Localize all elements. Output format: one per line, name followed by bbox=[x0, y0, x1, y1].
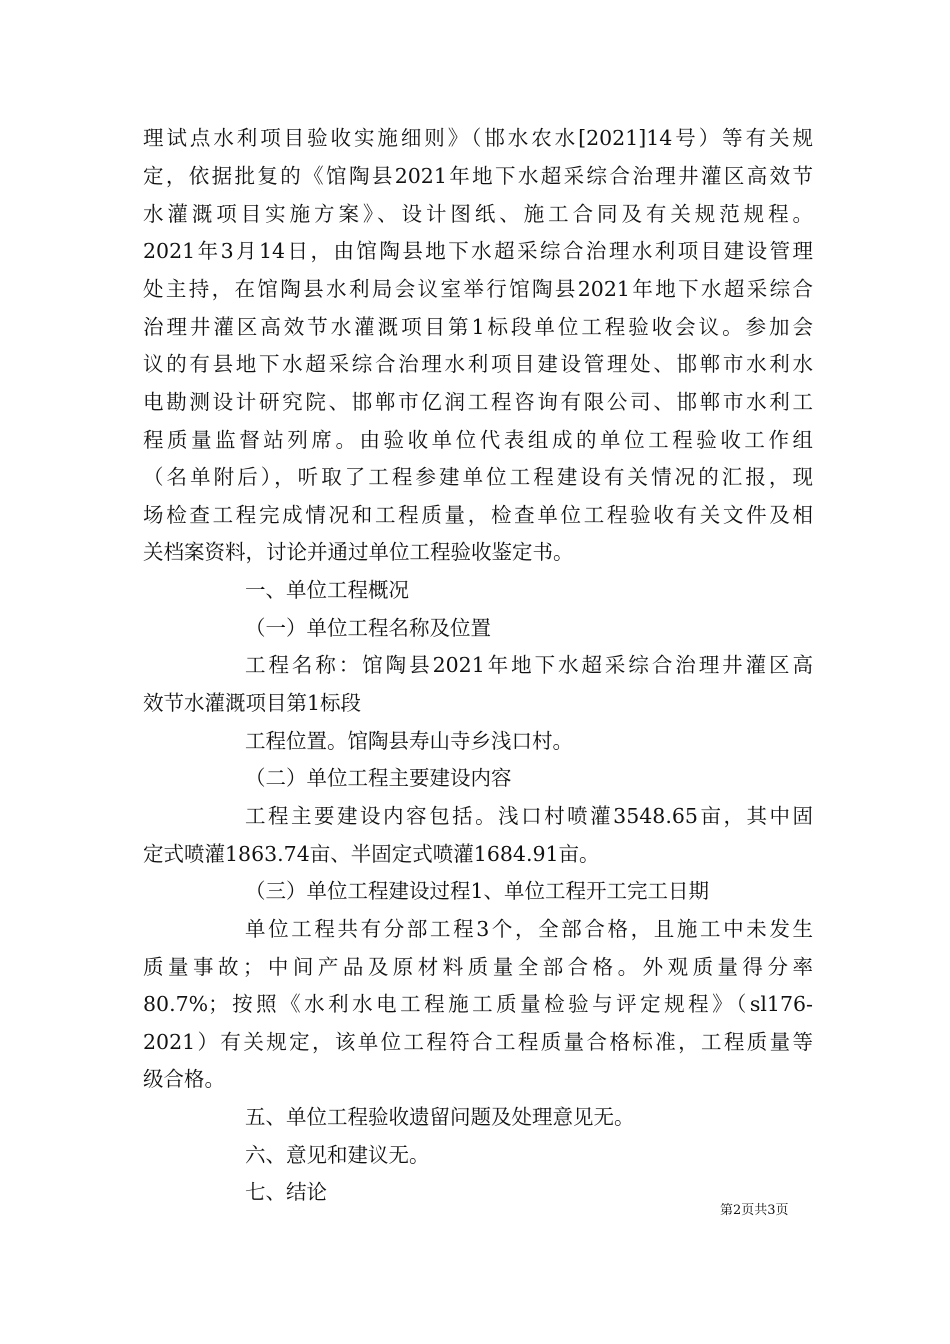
text-line: 议的有县地下水超采综合治理水利项目建设管理处、邯郸市水利水 bbox=[143, 352, 813, 376]
text-line: （名单附后），听取了工程参建单位工程建设有关情况的汇报，现 bbox=[143, 465, 813, 489]
text-line: 80.7%；按照《水利水电工程施工质量检验与评定规程》（sl176- bbox=[143, 992, 813, 1016]
section-heading: 六、意见和建议无。 bbox=[245, 1143, 430, 1167]
text-line: 关档案资料，讨论并通过单位工程验收鉴定书。 bbox=[143, 540, 574, 564]
text-line: 效节水灌溉项目第1标段 bbox=[143, 691, 362, 715]
text-line: 工程位置。馆陶县寿山寺乡浅口村。 bbox=[245, 729, 573, 753]
text-line: 质量事故；中间产品及原材料质量全部合格。外观质量得分率 bbox=[143, 955, 813, 979]
section-heading: 七、结论 bbox=[245, 1180, 327, 1204]
subsection-heading: （一）单位工程名称及位置 bbox=[245, 616, 491, 640]
text-line: 场检查工程完成情况和工程质量，检查单位工程验收有关文件及相 bbox=[143, 503, 813, 527]
subsection-heading: （二）单位工程主要建设内容 bbox=[245, 766, 512, 790]
text-line: 理试点水利项目验收实施细则》（邯水农水[2021]14号）等有关规 bbox=[143, 126, 813, 150]
text-line: 程质量监督站列席。由验收单位代表组成的单位工程验收工作组 bbox=[143, 428, 813, 452]
section-heading: 一、单位工程概况 bbox=[245, 578, 409, 602]
section-heading: 五、单位工程验收遗留问题及处理意见无。 bbox=[245, 1105, 635, 1129]
page-number: 第2页共3页 bbox=[720, 1203, 789, 1218]
text-line: 定式喷灌1863.74亩、半固定式喷灌1684.91亩。 bbox=[143, 842, 600, 866]
text-line: 处主持，在馆陶县水利局会议室举行馆陶县2021年地下水超采综合 bbox=[143, 277, 813, 301]
text-line: 2021年3月14日，由馆陶县地下水超采综合治理水利项目建设管理 bbox=[143, 239, 813, 263]
text-line: 2021）有关规定，该单位工程符合工程质量合格标准，工程质量等 bbox=[143, 1030, 813, 1054]
text-line: 级合格。 bbox=[143, 1067, 225, 1091]
text-line: 定，依据批复的《馆陶县2021年地下水超采综合治理井灌区高效节 bbox=[143, 164, 813, 188]
text-line: 单位工程共有分部工程3个，全部合格，且施工中未发生 bbox=[245, 917, 813, 941]
text-line: 水灌溉项目实施方案》、设计图纸、施工合同及有关规范规程。 bbox=[143, 202, 813, 226]
text-line: 治理井灌区高效节水灌溉项目第1标段单位工程验收会议。参加会 bbox=[143, 315, 813, 339]
text-line: 电勘测设计研究院、邯郸市亿润工程咨询有限公司、邯郸市水利工 bbox=[143, 390, 813, 414]
text-line: 工程名称：馆陶县2021年地下水超采综合治理井灌区高 bbox=[245, 653, 813, 677]
subsection-heading: （三）单位工程建设过程1、单位工程开工完工日期 bbox=[245, 879, 710, 903]
text-line: 工程主要建设内容包括。浅口村喷灌3548.65亩，其中固 bbox=[245, 804, 813, 828]
